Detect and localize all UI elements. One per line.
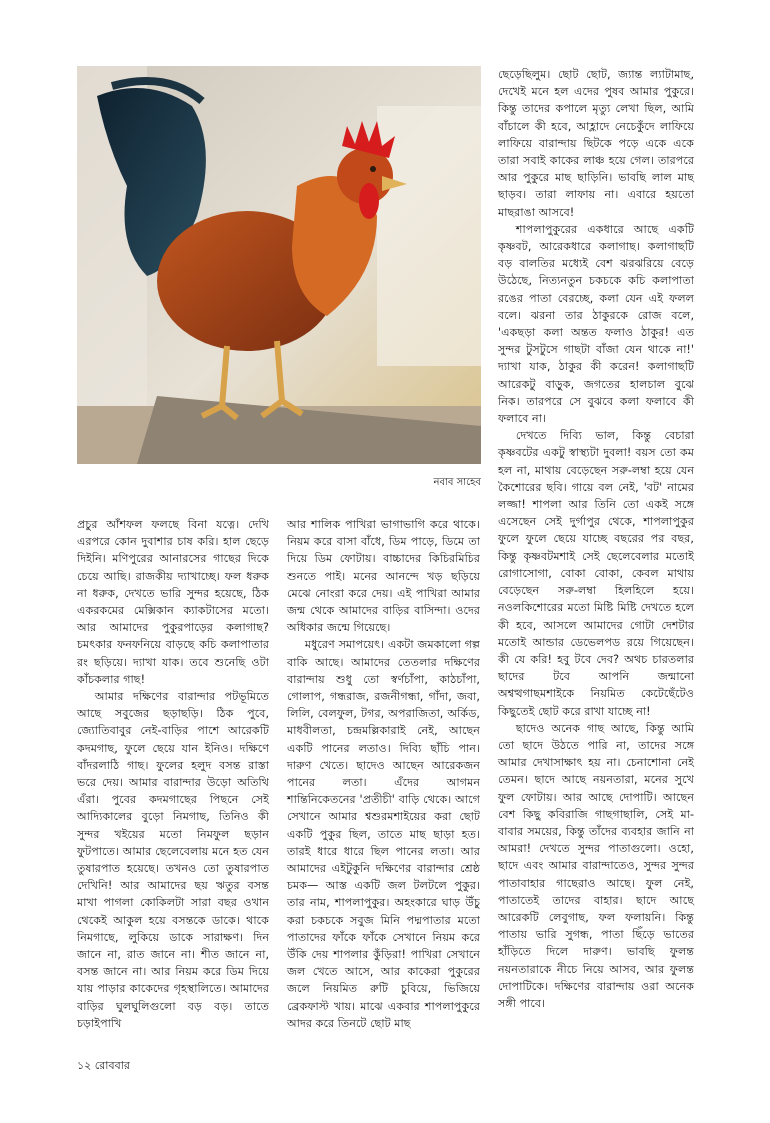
page-footer	[77, 1057, 130, 1076]
article-column-1	[77, 516, 269, 1032]
paragraph: প্রচুর আঁশফল ফলছে বিনা যত্নে। দেখি এরপরে কোন দুবাশার চাষ করি। হাল ছেড়ে দিইনি। মণিপুরের আনারসের গাছের দিকে চেয়ে আছি। রাজকীয় দ্যাখাচ্ছে। ফল ধরুক না ধরুক, দেখতে ভারি সুন্দর হয়েছে, ঠিক একরকমের মেক্সিকান ক্যাকটাসের মতো। আর আমাদের পুকুরপাড়ের কলাগাছ? চমৎকার ফনফনিয়ে বাড়ছে কচি কলাপাতার রং ছড়িয়ে। দ্যাখা যাক। তবে শুনেছি ওটা কাঁচকলার গাছ!	[77, 518, 269, 686]
photo-caption: নবাব সাহেব	[433, 477, 481, 488]
paragraph: ছেড়েছিলুম। ছোট ছোট, জ্যান্ত ল্যাটামাছ, দেখেই মনে হল এদের পুষব আমার পুকুরে। কিন্তু তাদের কপালে মৃত্যু লেখা ছিল, আমি বাঁচালে কী হবে, আহ্লাদে নেচেকুঁদে লাফিয়ে লাফিয়ে বারান্দায় ছিটকে পড়ে একে একে তারা সবাই কাকের লাঞ্চ হয়ে গেল। তারপরে আর পুকুরে মাছ ছাড়িনি। ভাবছি লাল মাছ ছাড়ব। তারা লাফায় না। এবারে হয়তো মাছরাঙা আসবে!	[498, 68, 694, 219]
paragraph: ছাদেও অনেক গাছ আছে, কিন্তু আমি তো ছাদে উঠতে পারি না, তাদের সঙ্গে আমার দেখাসাক্ষাৎ হয় না। চেনাশোনা নেই তেমন। ছাদে আছে নয়নতারা, মনের সুখে ফুল ফোটায়। আর আছে দোপাটি। আছেন বেশ কিছু কবিরাজি গাছগাছালি, সেই মা-বাবার সময়ের, কিন্তু তাঁদের ব্যবহার জানি না আমরা! দেখতে সুন্দর পাতাগুলো। ওহো, ছাদে এবং আমার বারান্দাতেও, সুন্দর সুন্দর পাতাবাহার গাছেরাও আছে। ফুল নেই, পাতাতেই তাদের বাহার। ছাদে আছে আরেকটি লেবুগাছ, ফল ফলায়নি। কিন্তু পাতায় ভারি সুগন্ধ, পাতা ছিঁড়ে ভাতের হাঁড়িতে দিলে দারুণ। ভাবছি ফুলন্ত নয়নতারাকে নীচে নিয়ে আসব, আর ফুলন্ত দোপাটিকে। দক্ষিণের বারান্দায় ওরা অনেক সঙ্গী পাবে।	[498, 721, 694, 1010]
paragraph: শাপলাপুকুরের একধারে আছে একটি কৃষ্ণবট, আরেকধারে কলাগাছ। কলাগাছটি বড় বালতির মধ্যেই বেশ ঝরঝরিয়ে বেড়ে উঠেছে, নিত্যনতুন চকচকে কচি কলাপাতা রঙের পাতা বেরচ্ছে, কলা যেন এই ফলল বলে। ঝরনা তার ঠাকুরকে রোজ বলে, 'একছড়া কলা অন্তত ফলাও ঠাকুর! এত সুন্দর টুসটুসে গাছটা বাঁজা যেন থাকে না!' দ্যাখা যাক, ঠাকুর কী করেন! কলাগাছটি আরেকটু বাড়ুক, জগতের হালচাল বুঝে নিক। তারপরে সে বুঝবে কলা ফলাবে কী ফলাবে না।	[498, 222, 694, 426]
paragraph: দেখতে দিব্যি ভাল, কিন্তু বেচারা কৃষ্ণবটের একটু স্বাস্থ্যটা দুবলা! বয়স তো কম হল না, মাথায় বেড়েছেন সরু-লম্বা হয়ে যেন কৈশোরের ছবি। গায়ে বল নেই, 'বট' নামের লজ্জা! শাপলা আর তিনি তো একই সঙ্গে এসেছেন সেই দুর্গাপুর থেকে, শাপলাপুকুর ফুলে ফুলে ছেয়ে যাচ্ছে বছরের পর বছর, কিন্তু কৃষ্ণবটমশাই সেই ছেলেবেলার মতোই রোগাসোগা, বোকা বোকা, কেবল মাথায় বেড়েছেন সরু-লম্বা হিলহিলে হয়ে। নওলকিশোরের মতো মিষ্টি মিষ্টি দেখতে হলে কী হবে, আসলে আমাদের গোটা দেশটার মতোই আন্ডার ডেভেলপড রয়ে গিয়েছেন। কী যে করি! হবু টবে দেব? অথচ চারতলার ছাদের টবে আপনি জন্মানো অশ্বত্থগাছমশাইকে নিয়মিত কেটেছেঁটেও কিছুতেই ছোট করে রাখা যাচ্ছে না!	[498, 429, 694, 718]
article-column-2	[287, 516, 480, 1032]
section-name: রোববার	[94, 1059, 130, 1072]
paragraph: আর শালিক পাখিরা ভাগাভাগি করে থাকে। নিয়ম করে বাসা বাঁধে, ডিম পাড়ে, ডিমে তা দিয়ে ডিম ফোটায়। বাচ্চাদের কিচিরমিচির শুনতে পাই। মনের আনন্দে খড় ছড়িয়ে মেঝে নোংরা করে দেয়। এই পাখিরা আমার জন্ম থেকে আমাদের বাড়ির বাসিন্দা। ওদের অধিকার জন্মে গিয়েছে।	[287, 518, 480, 635]
paragraph: আমার দক্ষিণের বারান্দার পটভূমিতে আছে সবুজের ছড়াছড়ি। ঠিক পুবে, জ্যোতিবাবুর নেই-বাড়ির পাশে আরেকটি কদমগাছ, ফুলে ছেয়ে যান ইনিও। দক্ষিণে বাঁদরলাঠি গাছ। ফুলের হলুদ বসন্ত রাস্তা ভরে দেয়। আমার বারান্দার উড়ো অতিথি এঁরা। পুবের কদমগাছের পিছনে সেই আদ্যিকালের বুড়ো নিমগাছ, তিনিও কী সুন্দর খইয়ের মতো নিমফুল ছড়ান ফুটপাতে। আমার ছেলেবেলায় মনে হত যেন তুষারপাত হয়েছে। তখনও তো তুষারপাত দেখিনি! আর আমাদের ছয় ঋতুর বসন্ত মাখা পাগলা কোকিলটা সারা বছর ওখান থেকেই আকুল হয়ে বসন্তকে ডাকে। থাকে নিমগাছে, লুকিয়ে ডাকে সারাক্ষণ। দিন জানে না, রাত জানে না। শীত জানে না, বসন্ত জানে না। আর নিয়ম করে ডিম দিয়ে যায় পাড়ার কাকেদের গৃহস্থালিতে। আমাদের বাড়ির ঘুলঘুলিগুলো বড় বড়। তাতে চড়াইপাখি	[77, 690, 269, 1030]
article-column-3	[498, 66, 694, 1012]
rooster-photo	[77, 66, 481, 464]
page-number: ১২	[77, 1059, 92, 1072]
paragraph: মধুরেণ সমাপয়েৎ। একটা জমকালো গল্প বাকি আছে। আমাদের তেতলার দক্ষিণের বারান্দায় শুধু তো স্বর্ণচাঁপা, কাঠচাঁপা, গোলাপ, গন্ধরাজ, রজনীগন্ধা, গাঁদা, জবা, লিলি, বেলফুল, টগর, অপরাজিতা, অর্কিড, মাধবীলতা, চন্দ্রমল্লিকারাই নেই, আছেন একটি পানের লতাও। দিব্যি ছাঁচি পান। দারুণ খেতে। ছাদেও আছেন আরেকজন পানের লতা। এঁদের আগমন শান্তিনিকেতনের 'প্রতীচী' বাড়ি থেকে। আগে সেখানে আমার শ্বশুরমশাইয়ের করা ছোট একটি পুকুর ছিল, তাতে মাছ ছাড়া হত। তারই ধারে ধারে ছিল পানের লতা। আর আমাদের এইটুকুনি দক্ষিণের বারান্দার শ্রেষ্ঠ চমক— আস্ত একটি জল টলটলে পুকুর। তার নাম, শাপলাপুকুর। অহংকারে ঘাড় উঁচু করা চকচকে সবুজ মিনি পদ্মপাতার মতো পাতাদের ফাঁকে ফাঁকে সেখানে নিয়ম করে উঁকি দেয় শাপলার কুঁড়িরা! পাখিরা সেখানে জল খেতে আসে, আর কাকেরা পুকুরের জলে নিয়মিত রুটি চুবিয়ে, ভিজিয়ে ব্রেকফাস্ট খায়। মাঝে একবার শাপলাপুকুরে আদর করে তিনটে ছোট মাছ	[287, 638, 480, 1030]
